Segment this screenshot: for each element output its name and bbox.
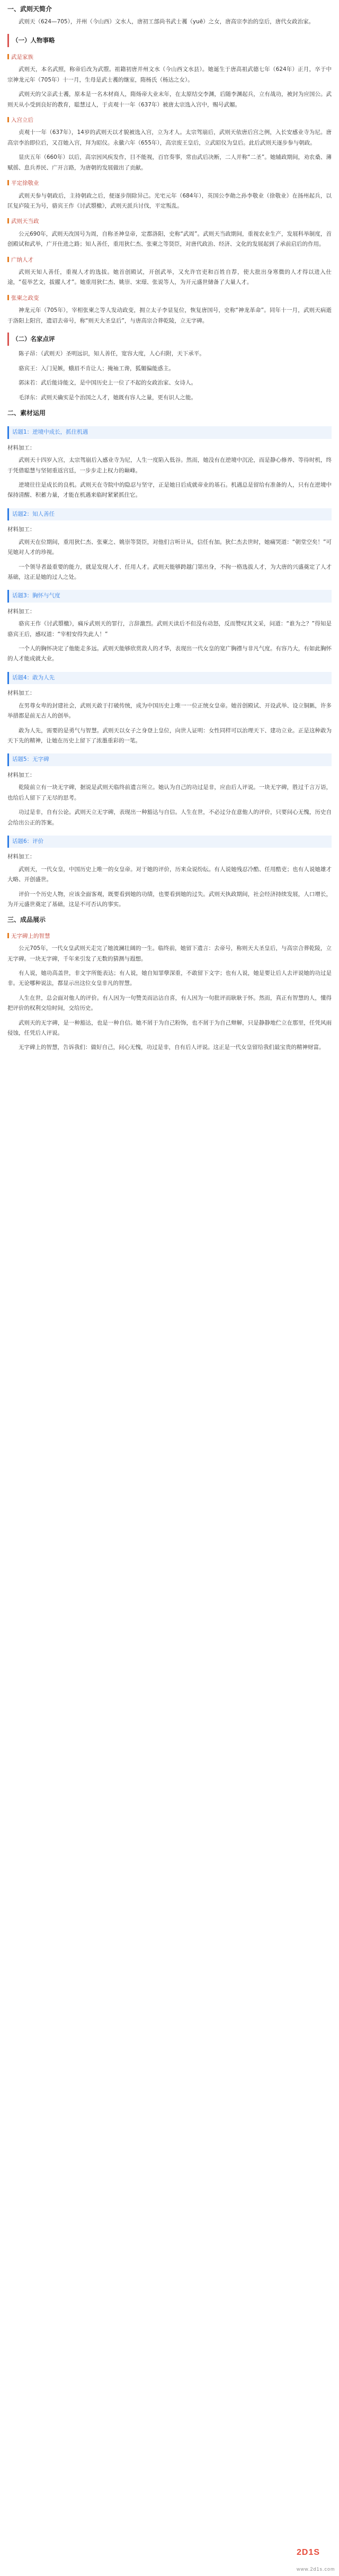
marker-bar — [7, 117, 9, 122]
showcase-paragraph: 人生在世，总会面对他人的评价。有人因为一句赞美而沾沾自喜，有人因为一句批评而耿耿于怀。然而，真正有智慧的人，懂得把评价的权利交给时间，交给历史。 — [7, 994, 332, 1012]
biography-subheading — [7, 293, 332, 303]
marker-bar — [7, 933, 9, 938]
showcase-paragraph: 武则天的无字碑，是一种豁达，也是一种自信。她不屑于为自己粉饰，也不屑于为自己辩解，只是静静地伫立在那里，任凭风雨侵蚀，任凭后人评说。 — [7, 1019, 332, 1037]
comment-paragraph: 骆宾王：入门见嫉，蛾眉不肯让人；掩袖工谗，狐媚偏能惑主。 — [19, 365, 174, 372]
comment-paragraph: 毛泽东：武则天确实是个治国之人才，她既有容人之量，更有识人之能。 — [19, 394, 197, 401]
subsection-heading-biography: （一）人物事略 — [7, 34, 332, 47]
subheading-text: 平定徐敬业 — [11, 180, 39, 187]
topic-block — [7, 508, 332, 583]
topic-block — [7, 836, 332, 910]
biography-paragraph: 显庆五年（660年）以后，高宗因风疾发作，目不能视，百官奏事，常由武后决断，二人并称“二圣”。她辅政期间，劝农桑、薄赋徭、息兵养民、广开言路，为唐朝的发展做出了贡献。 — [7, 154, 332, 171]
marker-bar — [7, 295, 9, 300]
biography-paragraph: 神龙元年（705年），宰相张柬之等人发动政变，拥立太子李显复位，恢复唐国号，史称“神龙革命”。同年十一月，武则天病逝于洛阳上阳宫，遗诏去帝号，称“则天大圣皇后”，与唐高宗合葬乾陵，立无字碑。 — [7, 307, 332, 324]
marker-bar — [7, 257, 9, 262]
biography-paragraph: 武则天参与朝政后，主持朝政之后，便逐步削除异己。光宅元年（684年），英国公李勣之孙李敬业（徐敬业）在扬州起兵，以匡复庐陵王为号，骆宾王作《讨武曌檄》，武则天派兵讨伐，平定叛乱。 — [7, 192, 332, 209]
comment-paragraph: 陈子昂：（武则天）圣明远识，知人善任，宽容大度，人心归附，天下承平。 — [19, 351, 205, 357]
topic-label: 材料加工： — [7, 771, 35, 778]
topic-title: 话题1：逆境中成长，抓住机遇 — [7, 426, 332, 438]
topic-paragraph: 逆境往往是成长的良机。武则天在寺院中的隐忍与坚守，正是她日后成就帝业的基石。机遇总是留给有准备的人，只有在逆境中保持清醒、积蓄力量，才能在机遇来临时紧紧抓住它。 — [7, 481, 332, 499]
topic-title: 话题6：评价 — [7, 836, 332, 848]
topic-paragraph: 敢为人先，需要的是勇气与智慧。武则天以女子之身登上皇位，向世人证明：女性同样可以治理天下、建功立业。正是这种敢为天下先的精神，让她在历史上留下了浓墨重彩的一笔。 — [7, 727, 332, 744]
biography-paragraph: 武则天知人善任，重视人才的选拔。她首创殿试，开创武举，又允许官吏和百姓自荐，使大批出身寒微的人才得以进入仕途，“苞举艺文，拔擢人才”。她重用狄仁杰、姚崇、宋璟、张说等人，为开元盛世储备了大量人才。 — [7, 269, 332, 286]
section-heading-material: 二、素材运用 — [7, 409, 46, 417]
topic-paragraph: 评价一个历史人物，应该全面客观，既要看到她的功绩，也要看到她的过失。武则天执政期间，社会经济持续发展，人口增长，为开元盛世奠定了基础，这是不可否认的事实。 — [7, 891, 332, 908]
subheading-text: 广纳人才 — [11, 256, 33, 263]
topic-paragraph: 一个人的胸怀决定了他能走多远。武则天能够欣赏敌人的才华，表现出一代女皇的宽广胸襟与非凡气度。有容乃大，有如此胸怀的人才能成就大业。 — [7, 645, 332, 662]
biography-subheading — [7, 255, 332, 265]
topic-paragraph: 乾陵前立有一块无字碑，据说是武则天临终前遗言所立。她认为自己的功过是非，应由后人评说。一块无字碑，胜过千言万语，也给后人留下了无尽的思考。 — [7, 784, 332, 801]
page-wrapper — [0, 3, 339, 2572]
showcase-paragraph: 无字碑上的智慧，告诉我们：做好自己，问心无愧，功过是非，自有后人评说。这正是一代女皇留给我们最宝贵的精神财富。 — [19, 1044, 325, 1051]
topic-block — [7, 672, 332, 747]
biography-paragraph: 武则天的父亲武士彟，原本是一名木材商人，隋炀帝大业末年，在太原结交李渊，后随李渊起兵，立有战功，被封为应国公。武则天从小受到良好的教育，聪慧过人，于贞观十一年（637年）被唐太宗选入宫中，赐号武媚。 — [7, 91, 332, 108]
biography-paragraph: 贞观十一年（637年），14岁的武则天以才貌被选入宫，立为才人。太宗驾崩后，武则天依唐后宫之例，入长安感业寺为尼。唐高宗李治即位后，又召她入宫，拜为昭仪。永徽六年（655年），高宗废王皇后，立武昭仪为皇后。此后武则天逐步参与朝政。 — [7, 129, 332, 146]
showcase-title — [7, 931, 332, 941]
marker-bar — [7, 218, 9, 223]
subheading-text: 武是家族 — [11, 53, 33, 60]
showcase-paragraph: 公元705年，一代女皇武则天走完了她波澜壮阔的一生。临终前，她留下遗言：去帝号，称则天大圣皇后，与高宗合葬乾陵，立无字碑。一块无字碑，千年来引发了无数的猜测与遐想。 — [7, 945, 332, 962]
topic-paragraph: 一个领导者最重要的能力，就是发现人才、任用人才。武则天能够跨越门第出身，不拘一格选拔人才，为大唐的兴盛奠定了人才基础，这正是她的过人之处。 — [7, 563, 332, 580]
subheading-text: 入宫立后 — [11, 116, 33, 123]
topic-paragraph: 武则天，一代女皇，中国历史上唯一的女皇帝。对于她的评价，历来众说纷纭。有人说她残忍冷酷、任用酷吏；也有人说她雄才大略、开创盛世。 — [7, 866, 332, 883]
biography-subheading — [7, 178, 332, 189]
topic-title: 话题3：胸怀与气度 — [7, 590, 332, 602]
topic-paragraph: 在男尊女卑的封建社会，武则天敢于打破传统，成为中国历史上唯一一位正统女皇帝。她首创殿试、开设武举、设立铜匦，许多举措都是前无古人的创举。 — [7, 702, 332, 720]
intro-paragraph: 武则天（624—705），并州（今山西）文水人，唐初工部尚书武士彟（yuē）之女，唐高宗李治的皇后，唐代女政治家。 — [19, 19, 315, 25]
biography-paragraph: 武则天，本名武照，称帝后改为武曌。祖籍初唐并州文水（今山西文水县）。她诞生于唐高祖武德七年（624年）正月，卒于中宗神龙元年（705年）十一月，生母是武士彟的继室，隋杨氏（杨达之女）。 — [7, 66, 332, 83]
topic-block — [7, 590, 332, 665]
biography-paragraph: 公元690年，武则天改国号为周，自称圣神皇帝，定都洛阳，史称“武周”。武则天当政期间，重视农业生产，发展科举制度，首创殿试和武举，广开仕进之路；知人善任，重用狄仁杰、张柬之等贤臣，对唐代政治、经济、文化的发展起到了承前启后的作用。 — [7, 230, 332, 248]
showcase-paragraph: 有人说，她功高盖世，非文字所能表达；有人说，她自知罪孽深重，不敢留下文字；也有人说，她是要让后人去评说她的功过是非。无论哪种说法，都显示出这位女皇非凡的智慧。 — [7, 970, 332, 987]
topic-block — [7, 753, 332, 828]
topic-label: 材料加工： — [7, 526, 35, 533]
topic-block — [7, 426, 332, 501]
section-heading-showcase: 三、成品展示 — [7, 916, 46, 924]
logo-url: www.2d1s.com — [297, 2566, 335, 2572]
biography-subheading — [7, 52, 332, 62]
biography-subheading — [7, 217, 332, 227]
subsection-heading-comments: （二）名家点评 — [7, 333, 332, 346]
subheading-text: 张柬之政变 — [11, 294, 39, 301]
article-body — [0, 3, 339, 1073]
comment-paragraph: 郭沫若：武后能诗能文，是中国历史上一位了不起的女政治家、女诗人。 — [19, 380, 197, 387]
topic-title: 话题4：敢为人先 — [7, 672, 332, 684]
marker-bar — [7, 54, 9, 59]
topic-title: 话题2：知人善任 — [7, 508, 332, 520]
topic-label: 材料加工： — [7, 444, 35, 451]
topic-paragraph: 骆宾王作《讨武曌檄》，痛斥武则天的罪行，言辞激烈。武则天读后不但没有动怒，反而赞叹其文采，问道：“谁为之？”得知是骆宾王后，感叹道：“宰相安得失此人！” — [7, 621, 332, 638]
biography-subheading — [7, 115, 332, 125]
topic-paragraph: 功过是非，自有公论。武则天立无字碑，表现出一种豁达与自信。人生在世，不必过分在意他人的评价，只要问心无愧，历史自会给出公正的答案。 — [7, 809, 332, 826]
logo-text: 2D1S — [297, 2548, 320, 2557]
section-heading-intro: 一、武则天简介 — [7, 5, 52, 13]
site-logo — [297, 2545, 335, 2576]
marker-bar — [7, 180, 9, 185]
topic-label: 材料加工： — [7, 690, 35, 697]
topic-title: 话题5：无字碑 — [7, 753, 332, 766]
topic-label: 材料加工： — [7, 854, 35, 860]
topic-label: 材料加工： — [7, 608, 35, 615]
topic-paragraph: 武则天在位期间，重用狄仁杰、张柬之、姚崇等贤臣，对他们言听计从，信任有加。狄仁杰去世时，她痛哭道：“朝堂空矣！”可见她对人才的珍视。 — [7, 538, 332, 556]
subheading-text: 武则天当政 — [11, 218, 39, 225]
topic-paragraph: 武则天十四岁入宫，太宗驾崩后入感业寺为尼，人生一度陷入低谷。然而，她没有在逆境中沉沦，而是静心修养、等待时机，终于凭借聪慧与坚韧重返宫廷，一步步走上权力的巅峰。 — [7, 457, 332, 474]
showcase-title-text: 无字碑上的智慧 — [11, 932, 50, 939]
